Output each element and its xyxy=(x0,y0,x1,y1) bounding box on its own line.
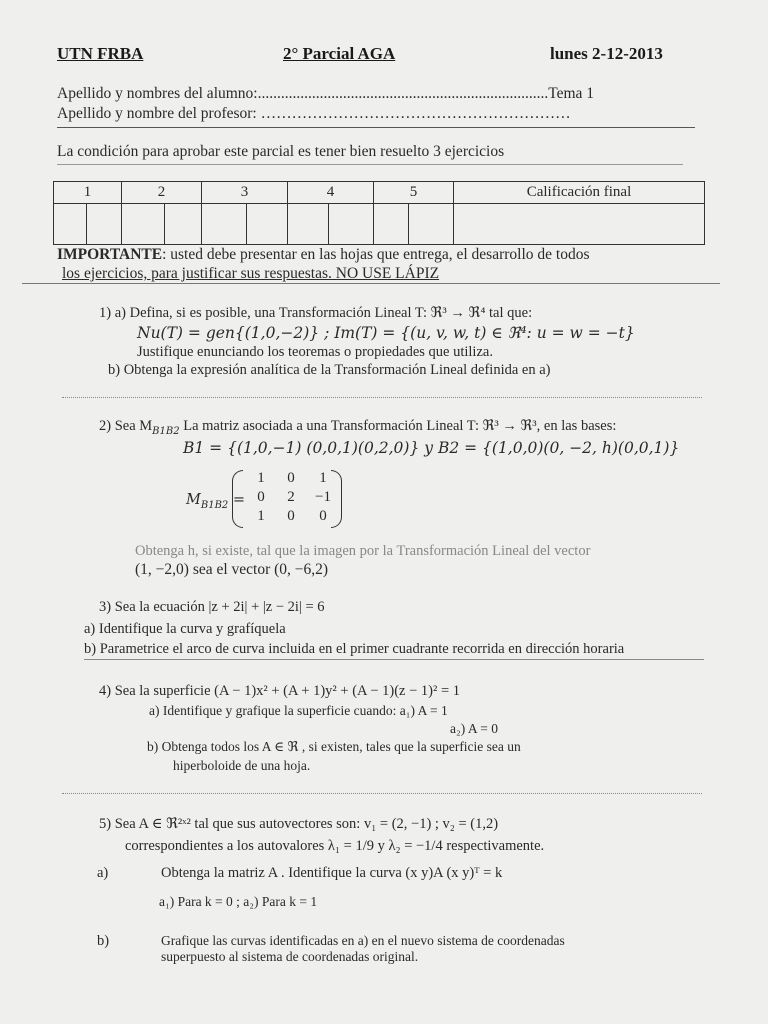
grade-header-5: 5 xyxy=(374,182,454,204)
ex3-a: a) Identifique la curva y grafíquela xyxy=(84,621,286,637)
important-text: : usted debe presentar en las hojas que entrega, el desarrollo de todos xyxy=(162,246,590,263)
tema: Tema 1 xyxy=(548,85,595,102)
grade-header-4: 4 xyxy=(288,182,374,204)
matrix-cell: 0 xyxy=(287,508,295,524)
ex2-bases: B1 = {(1,0,−1) (0,0,1)(0,2,0)} y B2 = {(1,0,0)(0, −2, h)(0,0,1)} xyxy=(183,439,680,457)
ex5-b-text-2: superpuesto al sistema de coordenadas original. xyxy=(161,949,419,964)
ex5-a-text: Obtenga la matriz A . Identifique la curva (x y)A (x y)ᵀ = k xyxy=(161,865,503,881)
exam-date: lunes 2-12-2013 xyxy=(550,44,663,63)
ex3-b: b) Parametrice el arco de curva incluida en el primer cuadrante recorrida en dirección horaria xyxy=(84,641,625,657)
divider xyxy=(62,793,702,794)
ex5-b-label: b) xyxy=(97,933,110,949)
exam-title: 2° Parcial AGA xyxy=(283,44,396,63)
ex4-a: a) Identifique y grafique la superficie cuando: a₁) A = 1 xyxy=(149,703,448,718)
ex2-matrix xyxy=(232,470,342,526)
divider xyxy=(57,164,683,165)
ex2-line-1 xyxy=(99,418,616,437)
matrix-sub: B1B2 xyxy=(200,499,229,511)
grade-cell[interactable] xyxy=(87,204,122,245)
professor-dots: …………………………………………………… xyxy=(260,105,571,122)
grade-header-1: 1 xyxy=(54,182,122,204)
ex4-a2: a₂) A = 0 xyxy=(450,721,498,736)
matrix-left-paren xyxy=(232,470,243,528)
divider xyxy=(84,659,704,660)
grade-header-final: Calificación final xyxy=(454,182,705,204)
matrix-cell: 1 xyxy=(319,470,327,486)
grade-cell[interactable] xyxy=(122,204,165,245)
student-line xyxy=(57,85,594,103)
grade-header-3: 3 xyxy=(202,182,288,204)
matrix-symbol: M xyxy=(186,492,201,508)
ex5-b-text-1: Grafique las curvas identificadas en a) en el nuevo sistema de coordenadas xyxy=(161,933,565,948)
grade-cell[interactable] xyxy=(288,204,329,245)
institution: UTN FRBA xyxy=(57,44,144,63)
matrix-cell: 0 xyxy=(287,470,295,486)
matrix-cell: −1 xyxy=(315,489,331,505)
matrix-cell: 1 xyxy=(257,508,265,524)
matrix-cell: 1 xyxy=(257,470,265,486)
ex5-a-sub: a₁) Para k = 0 ; a₂) Para k = 1 xyxy=(159,894,318,909)
grade-cell[interactable] xyxy=(247,204,288,245)
student-label: Apellido y nombres del alumno: xyxy=(57,85,258,102)
divider xyxy=(22,283,720,284)
grades-table xyxy=(53,181,705,245)
important-line-1 xyxy=(57,246,590,264)
ex1-line-1: 1) a) Defina, si es posible, una Transformación Lineal T: ℜ³ → ℜ⁴ tal que: xyxy=(99,305,533,321)
ex5-line-2: correspondientes a los autovalores λ₁ = 1/9 y λ₂ = −1/4 respectivamente. xyxy=(125,838,545,854)
ex5-a-label: a) xyxy=(97,865,109,881)
student-dots: ........................................................................... xyxy=(257,85,549,102)
matrix-eq: = xyxy=(228,492,246,508)
matrix-cell: 2 xyxy=(287,489,295,505)
grade-cell[interactable] xyxy=(54,204,87,245)
professor-line xyxy=(57,105,571,123)
ex2-line-4: (1, −2,0) sea el vector (0, −6,2) xyxy=(135,561,329,578)
important-label: IMPORTANTE xyxy=(57,246,163,263)
matrix-cell: 0 xyxy=(319,508,327,524)
ex1-line-2: Nu(T) = gen{(1,0,−2)} ; Im(T) = {(u, v, w, t) ∈ ℜ⁴: u = w = −t} xyxy=(137,324,635,342)
divider xyxy=(57,127,695,128)
ex3-line-1: 3) Sea la ecuación |z + 2i| + |z − 2i| = 6 xyxy=(99,599,325,615)
grade-cell-final[interactable] xyxy=(454,204,705,245)
approval-condition: La condición para aprobar este parcial es tener bien resuelto 3 ejercicios xyxy=(57,143,505,160)
grade-header-2: 2 xyxy=(122,182,202,204)
ex5-line-1: 5) Sea A ∈ ℜ²ˣ² tal que sus autovectores son: v₁ = (2, −1) ; v₂ = (1,2) xyxy=(99,816,499,832)
matrix-cell: 0 xyxy=(257,489,265,505)
grade-cell[interactable] xyxy=(165,204,202,245)
ex2-intro-rest: La matriz asociada a una Transformación Lineal T: ℜ³ → ℜ³, en las bases: xyxy=(179,418,617,434)
professor-label: Apellido y nombre del profesor: xyxy=(57,105,257,122)
ex2-intro: 2) Sea M xyxy=(99,418,153,434)
ex2-intro-sub: B1B2 xyxy=(152,425,180,437)
grade-cell[interactable] xyxy=(409,204,454,245)
ex2-line-3: Obtenga h, si existe, tal que la imagen por la Transformación Lineal del vector xyxy=(135,543,591,559)
ex4-b: b) Obtenga todos los A ∈ ℜ , si existen, tales que la superficie sea un xyxy=(147,739,521,754)
divider xyxy=(62,397,702,398)
ex4-b2: hiperboloide de una hoja. xyxy=(173,758,311,773)
ex1-line-4: b) Obtenga la expresión analítica de la Transformación Lineal definida en a) xyxy=(108,362,551,378)
grade-cell[interactable] xyxy=(329,204,374,245)
grade-cell[interactable] xyxy=(202,204,247,245)
grade-cell[interactable] xyxy=(374,204,409,245)
ex4-line-1: 4) Sea la superficie (A − 1)x² + (A + 1)y² + (A − 1)(z − 1)² = 1 xyxy=(99,683,461,699)
ex1-line-3: Justifique enunciando los teoremas o propiedades que utiliza. xyxy=(137,344,493,360)
important-line-2: los ejercicios, para justificar sus respuestas. NO USE LÁPIZ xyxy=(62,265,440,282)
